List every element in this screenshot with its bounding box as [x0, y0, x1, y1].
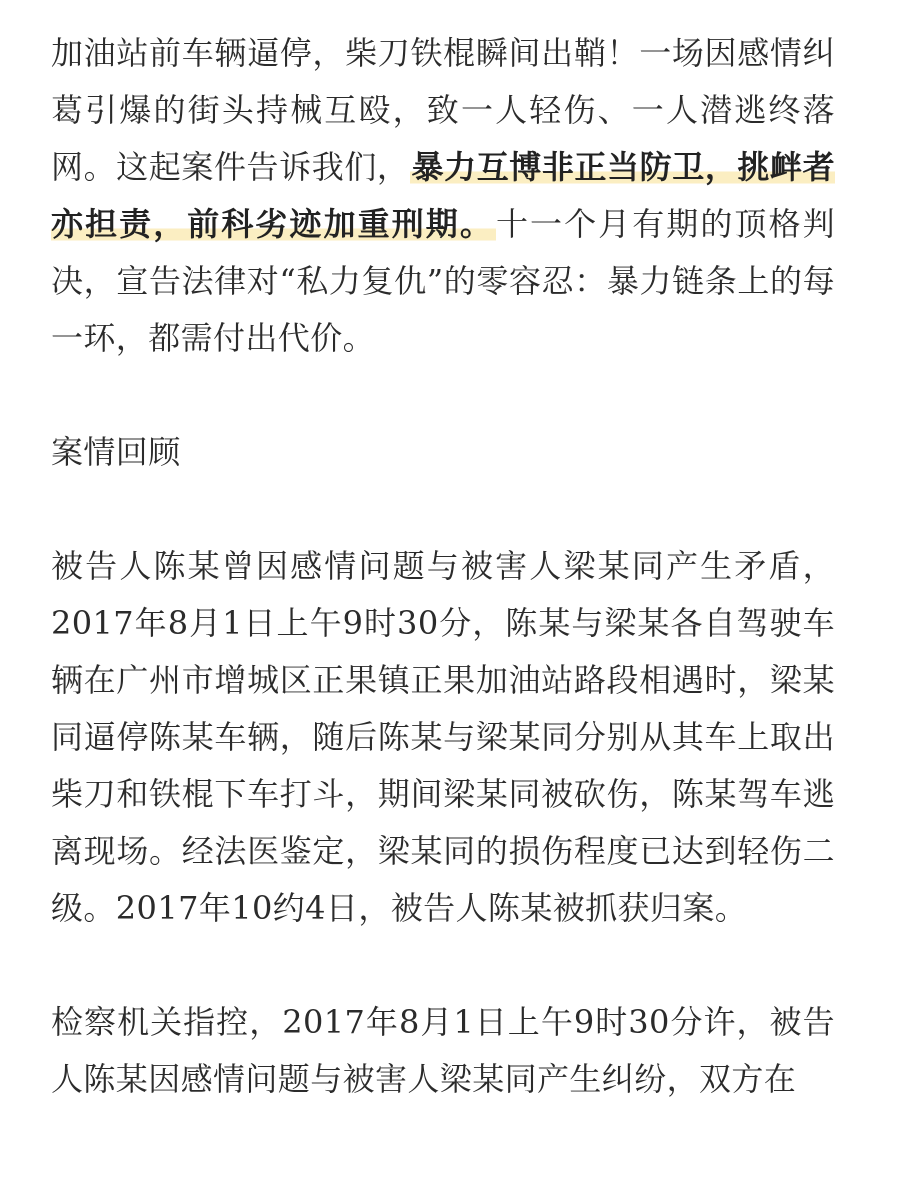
article-body: [51, 25, 835, 1108]
intro-paragraph: [51, 25, 835, 367]
section-title: 案情回顾: [51, 433, 181, 471]
intro-text-after: 十一个月有期的顶格判决，宣告法律对“私力复仇”的零容忍：暴力链条上的每一环，都需付出代价。: [51, 205, 835, 357]
case-review-paragraph: 被告人陈某曾因感情问题与被害人梁某同产生矛盾，2017年8月1日上午9时30分，陈某与梁某各自驾驶车辆在广州市增城区正果镇正果加油站路段相遇时，梁某同逼停陈某车辆，随后陈某与梁某同分别从其车上取出柴刀和铁棍下车打斗，期间梁某同被砍伤，陈某驾车逃离现场。经法医鉴定，梁某同的损伤程度已达到轻伤二级。2017年10约4日，被告人陈某被抓获归案。: [51, 547, 835, 927]
prosecution-paragraph: 检察机关指控，2017年8月1日上午9时30分许，被告人陈某因感情问题与被害人梁某同产生纠纷，双方在: [51, 1003, 835, 1098]
highlighted-key-point: 暴力互博非正当防卫，挑衅者亦担责，前科劣迹加重刑期。: [51, 148, 836, 243]
intro-text-before: 加油站前车辆逼停，柴刀铁棍瞬间出鞘！一场因感情纠葛引爆的街头持械互殴，致一人轻伤、一人潜逃终落网。这起案件告诉我们，: [51, 34, 835, 186]
